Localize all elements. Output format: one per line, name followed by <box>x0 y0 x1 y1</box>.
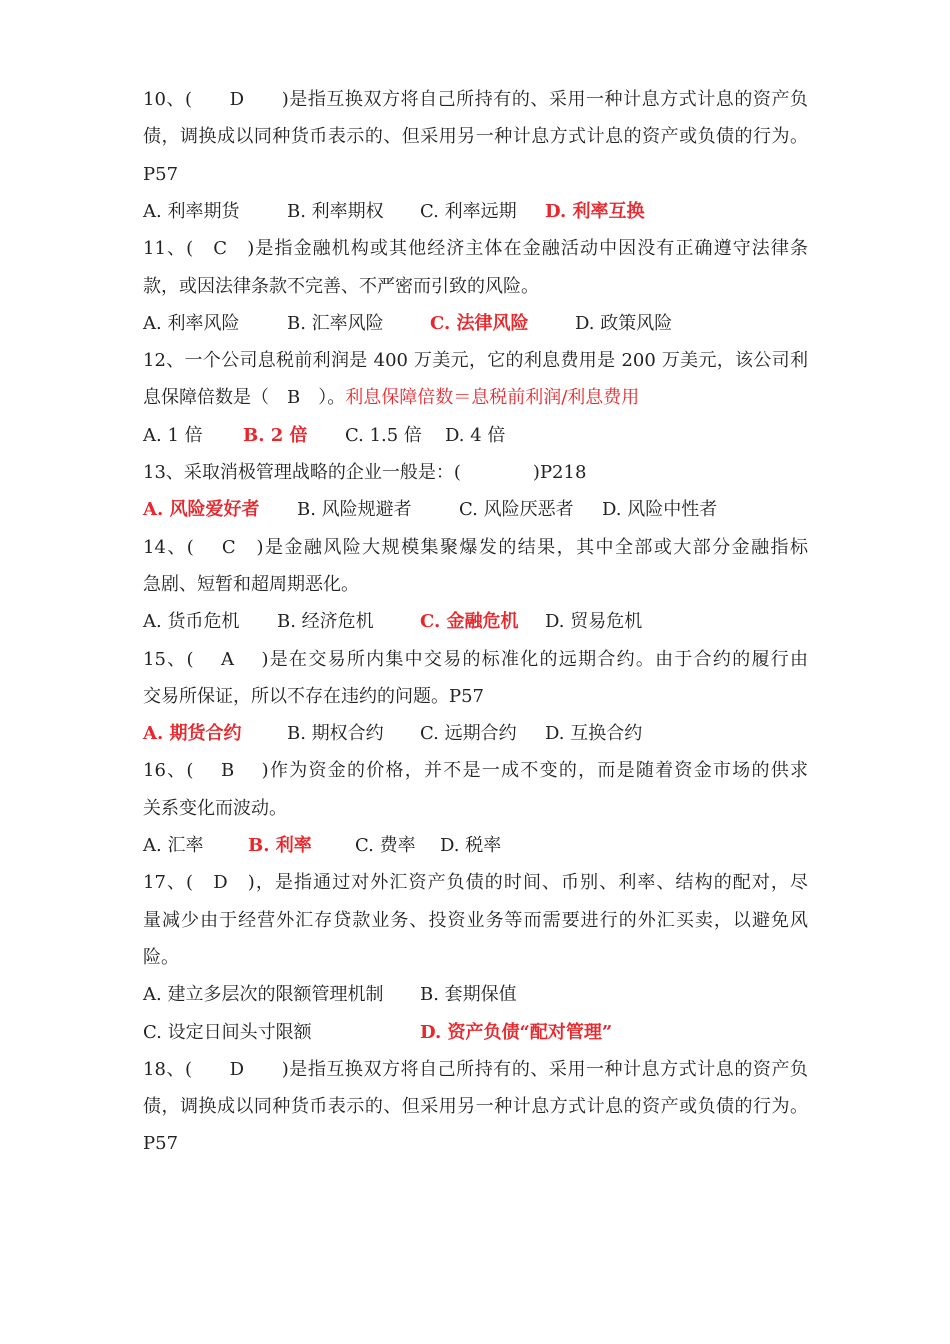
options-row <box>143 417 808 454</box>
question-text: 债，调换成以同种货币表示的、但采用另一种计息方式计息的资产或负债的行为。 <box>143 126 808 148</box>
question-text: 急剧、短暂和超周期恶化。 <box>143 573 359 595</box>
option: C. 远期合约 <box>420 723 517 745</box>
question-text: 险。 <box>143 946 179 968</box>
options-row <box>143 305 808 342</box>
question-text: 14、( C )是金融风险大规模集聚爆发的结果，其中全部或大部分金融指标 <box>143 536 808 558</box>
question-text: 11、( C )是指金融机构或其他经济主体在金融活动中因没有正确遵守法律条 <box>143 238 808 260</box>
question-text: P57 <box>143 163 179 185</box>
option: B. 套期保值 <box>420 984 517 1006</box>
question-text-line <box>143 268 808 305</box>
option: D. 4 倍 <box>445 424 506 446</box>
option: C. 费率 <box>355 835 416 856</box>
option: D. 政策风险 <box>575 312 673 334</box>
question-text-line <box>143 1088 808 1125</box>
question-text-line <box>143 566 808 603</box>
question-text-line <box>143 1125 808 1162</box>
options-row <box>143 1014 808 1051</box>
option: A. 汇率 <box>143 835 204 856</box>
question-text: 款，或因法律条款不完善、不严密而引致的风险。 <box>143 275 539 297</box>
question-text: 15、( A )是在交易所内集中交易的标准化的远期合约。由于合约的履行由 <box>143 648 808 670</box>
option: B. 经济危机 <box>277 611 374 633</box>
question-text-line <box>143 230 808 267</box>
option: A. 利率风险 <box>143 312 240 334</box>
correct-option: D. 资产负债“配对管理” <box>420 1021 613 1043</box>
question-text-line <box>143 790 808 827</box>
question-text-line <box>143 81 808 118</box>
correct-option: A. 期货合约 <box>143 723 242 745</box>
question-text-line <box>143 379 808 416</box>
option: C. 利率远期 <box>420 200 517 222</box>
options-row <box>143 827 808 864</box>
question-text-line <box>143 1051 808 1088</box>
correct-option: A. 风险爱好者 <box>143 499 260 521</box>
options-row <box>143 491 808 528</box>
question-text-line <box>143 902 808 939</box>
question-text: 量减少由于经营外汇存贷款业务、投资业务等而需要进行的外汇买卖，以避免风 <box>143 909 808 931</box>
correct-option: B. 2 倍 <box>243 424 308 446</box>
options-row <box>143 715 808 752</box>
question-text-line <box>143 529 808 566</box>
question-text: P57 <box>143 1133 179 1155</box>
question-text: 16、( B )作为资金的价格，并不是一成不变的，而是随着资金市场的供求 <box>143 760 808 782</box>
question-text-line <box>143 342 808 379</box>
option: B. 期权合约 <box>287 723 384 745</box>
options-row <box>143 603 808 640</box>
option: D. 风险中性者 <box>602 499 718 521</box>
option: C. 风险厌恶者 <box>459 499 574 521</box>
question-text: 关系变化而波动。 <box>143 797 287 819</box>
option: A. 1 倍 <box>143 424 203 446</box>
option: C. 1.5 倍 <box>345 424 422 446</box>
question-text: 17、( D )，是指通过对外汇资产负债的时间、币别、利率、结构的配对，尽 <box>143 872 808 894</box>
question-text: 交易所保证，所以不存在违约的问题。P57 <box>143 685 485 707</box>
option: D. 税率 <box>440 835 502 856</box>
question-text: 13、采取消极管理战略的企业一般是：( )P218 <box>143 462 587 483</box>
option: B. 利率期权 <box>287 200 384 222</box>
question-text: 债，调换成以同种货币表示的、但采用另一种计息方式计息的资产或负债的行为。 <box>143 1096 808 1118</box>
question-text-line <box>143 864 808 901</box>
question-text-line <box>143 939 808 976</box>
option: D. 贸易危机 <box>545 611 643 633</box>
question-text-line <box>143 118 808 155</box>
question-text: 10、( D )是指互换双方将自己所持有的、采用一种计息方式计息的资产负 <box>143 89 808 110</box>
option: A. 利率期货 <box>143 200 240 222</box>
question-text-line <box>143 641 808 678</box>
correct-option: B. 利率 <box>248 835 312 856</box>
correct-option: C. 金融危机 <box>420 611 519 633</box>
question-text: 18、( D )是指互换双方将自己所持有的、采用一种计息方式计息的资产负 <box>143 1058 808 1080</box>
options-row <box>143 193 808 230</box>
options-row <box>143 976 808 1013</box>
option: D. 互换合约 <box>545 723 643 745</box>
correct-option: D. 利率互换 <box>545 200 645 222</box>
option: B. 汇率风险 <box>287 312 384 334</box>
option: A. 建立多层次的限额管理机制 <box>143 984 384 1006</box>
question-text-line <box>143 454 808 491</box>
question-text-line <box>143 678 808 715</box>
option: A. 货币危机 <box>143 611 240 633</box>
option: B. 风险规避者 <box>297 499 412 521</box>
question-text-line <box>143 752 808 789</box>
correct-option: C. 法律风险 <box>430 312 529 334</box>
question-text-line <box>143 156 808 193</box>
option: C. 设定日间头寸限额 <box>143 1021 312 1043</box>
question-text: 息保障倍数是（ B ）。 <box>143 387 346 409</box>
question-text: 12、一个公司息税前利润是 400 万美元，它的利息费用是 200 万美元，该公司利 <box>143 350 808 372</box>
answer-explanation: 利息保障倍数＝息税前利润/利息费用 <box>345 387 640 409</box>
